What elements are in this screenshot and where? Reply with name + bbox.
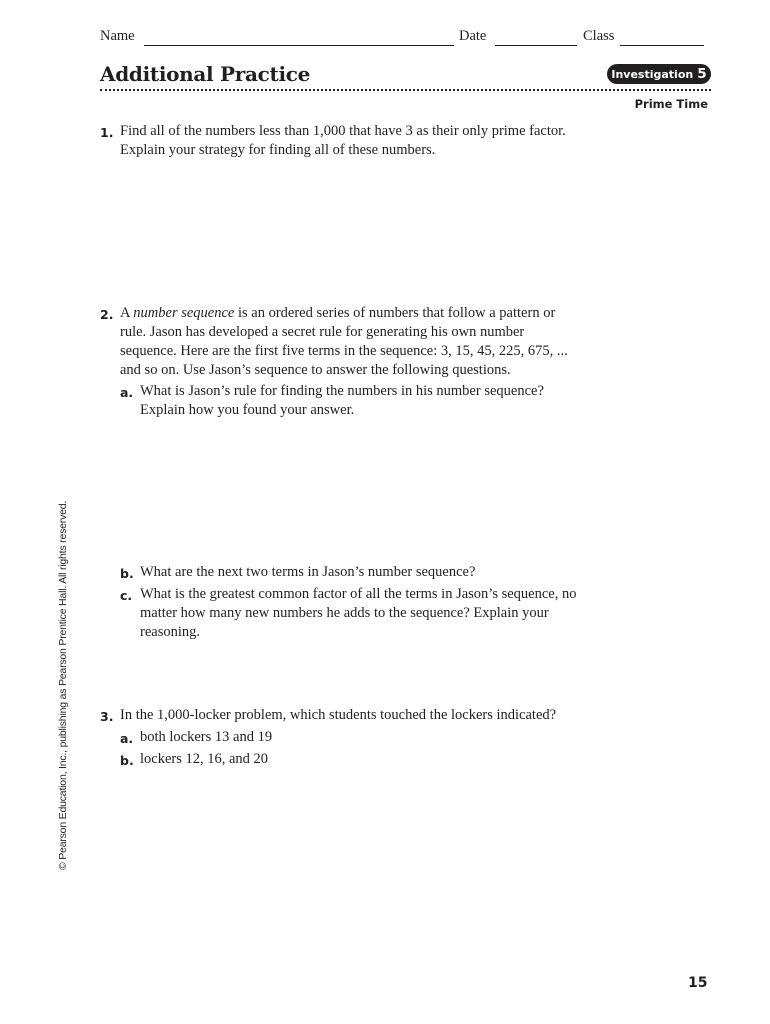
investigation-number: 5 bbox=[697, 66, 707, 82]
name-field[interactable] bbox=[144, 45, 454, 46]
part-text-line: What is the greatest common factor of all the terms in Jason’s sequence, no bbox=[140, 586, 577, 602]
date-field[interactable] bbox=[495, 45, 577, 46]
question-1 bbox=[100, 122, 700, 162]
question-text-line: rule. Jason has developed a secret rule for generating his own number bbox=[120, 324, 525, 340]
question-text-line: sequence. Here are the first five terms in the sequence: 3, 15, 45, 225, 675, ... bbox=[120, 343, 568, 359]
copyright-notice: © Pearson Education, Inc., publishing as Pearson Prentice Hall. All rights reserved. bbox=[57, 500, 69, 870]
name-label: Name bbox=[100, 28, 135, 44]
student-info-header bbox=[100, 28, 710, 48]
question-number: 3. bbox=[100, 709, 114, 724]
part-text-line: What is Jason’s rule for finding the numbers in his number sequence? bbox=[140, 383, 544, 399]
part-label: a. bbox=[120, 385, 134, 400]
part-text-line: matter how many new numbers he adds to the sequence? Explain your bbox=[140, 605, 549, 621]
part-text-line: Explain how you found your answer. bbox=[140, 402, 355, 418]
intro-rest: is an ordered series of numbers that follow a pattern or bbox=[234, 305, 556, 321]
class-field[interactable] bbox=[620, 45, 704, 46]
part-text-line: lockers 12, 16, and 20 bbox=[140, 751, 269, 767]
page-number: 15 bbox=[688, 975, 708, 991]
investigation-label: Investigation bbox=[611, 67, 694, 81]
part-label: a. bbox=[120, 731, 134, 746]
question-text-line: Find all of the numbers less than 1,000 that have 3 as their only prime factor. bbox=[120, 123, 566, 139]
part-label: b. bbox=[120, 753, 134, 768]
question-number: 2. bbox=[100, 307, 114, 322]
part-text-line: reasoning. bbox=[140, 624, 200, 640]
question-text-line: Explain your strategy for finding all of these numbers. bbox=[120, 142, 436, 158]
unit-title: Prime Time bbox=[634, 97, 708, 111]
date-label: Date bbox=[459, 28, 487, 44]
part-label: c. bbox=[120, 588, 133, 603]
part-text-line: What are the next two terms in Jason’s number sequence? bbox=[140, 564, 476, 580]
number-sequence-term: number sequence bbox=[133, 305, 235, 321]
page-title: Additional Practice bbox=[100, 62, 311, 86]
question-2 bbox=[100, 304, 710, 644]
question-text-line bbox=[120, 304, 555, 323]
question-text-line: and so on. Use Jason’s sequence to answer the following questions. bbox=[120, 362, 511, 378]
intro-prefix: A bbox=[120, 305, 130, 321]
part-text-line: both lockers 13 and 19 bbox=[140, 729, 273, 745]
dotted-divider bbox=[100, 89, 711, 91]
part-label: b. bbox=[120, 566, 134, 581]
question-text-line: In the 1,000-locker problem, which students touched the lockers indicated? bbox=[120, 707, 557, 723]
question-number: 1. bbox=[100, 125, 114, 140]
question-3 bbox=[100, 706, 710, 776]
investigation-badge bbox=[607, 64, 711, 84]
class-label: Class bbox=[583, 28, 615, 44]
